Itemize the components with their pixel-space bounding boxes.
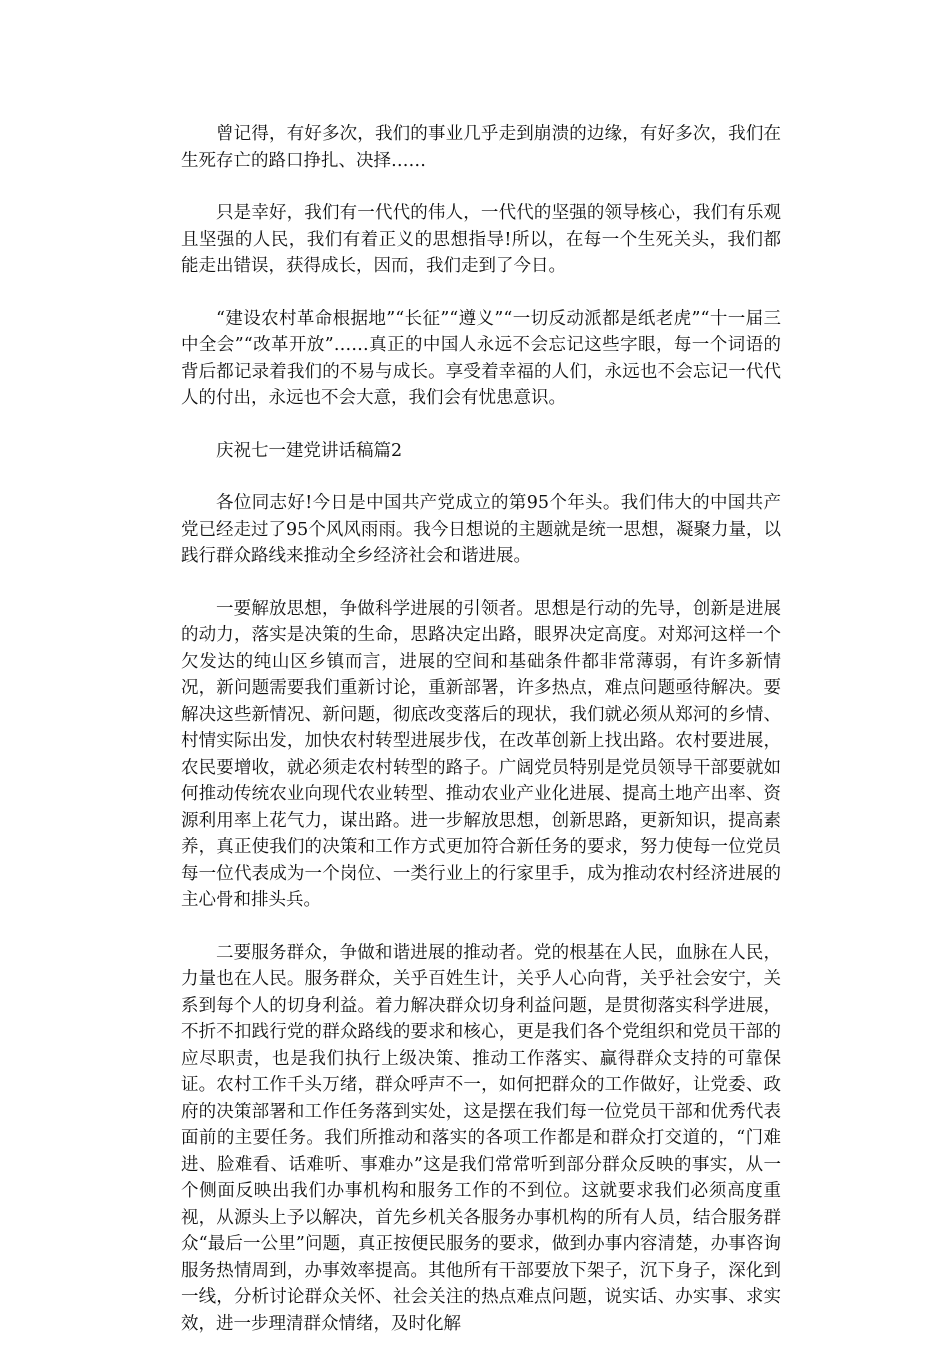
paragraph-2: 只是幸好，我们有一代代的伟人，一代代的坚强的领导核心，我们有乐观且坚强的人民，我们有着正义的思想指导!所以，在每一个生死关头，我们都能走出错误，获得成长，因而，我们走到了今日。 [181,203,781,276]
paragraph-6: 二要服务群众，争做和谐进展的推动者。党的根基在人民，血脉在人民，力量也在人民。服务群众，关乎百姓生计，关乎人心向背，关乎社会安宁，关系到每个人的切身利益。着力解决群众切身利益问题，是贯彻落实科学进展，不折不扣践行党的群众路线的要求和核心，更是我们各个党组织和党员干部的应尽职责，也是我们执行上级决策、推动工作落实、赢得群众支持的可靠保证。农村工作千头万绪，群众呼声不一，如何把群众的工作做好，让党委、政府的决策部署和工作任务落到实处，这是摆在我们每一位党员干部和优秀代表面前的主要任务。我们所推动和落实的各项工作都是和群众打交道的，“门难进、脸难看、话难听、事难办”这是我们常常听到部分群众反映的事实，从一个侧面反映出我们办事机构和服务工作的不到位。这就要求我们必须高度重视，从源头上予以解决，首先乡机关各服务办事机构的所有人员，结合服务群众“最后一公里”问题，真正按便民服务的要求，做到办事内容清楚，办事咨询服务热情周到，办事效率提高。其他所有干部要放下架子，沉下身子，深化到一线，分析讨论群众关怀、社会关注的热点难点问题，说实话、办实事、求实效，进一步理清群众情绪，及时化解 [181,942,781,1334]
document-page [181,121,781,1363]
paragraph-3: “建设农村革命根据地”“长征”“遵义”“一切反动派都是纸老虎”“十一届三中全会”“改革开放”……真正的中国人永远不会忘记这些字眼，每一个词语的背后都记录着我们的不易与成长。享受着幸福的人们，永远也不会忘记一代代人的付出，永远也不会大意，我们会有忧患意识。 [181,308,781,408]
paragraph-1: 曾记得，有好多次，我们的事业几乎走到崩溃的边缘，有好多次，我们在生死存亡的路口挣扎、决择…… [181,124,781,171]
section-heading: 庆祝七一建党讲话稿篇2 [216,440,403,461]
paragraph-4: 各位同志好!今日是中国共产党成立的第95个年头。我们伟大的中国共产党已经走过了95个风风雨雨。我今日想说的主题就是统一思想，凝聚力量，以践行群众路线来推动全乡经济社会和谐进展。 [181,493,781,566]
paragraph-5: 一要解放思想，争做科学进展的引领者。思想是行动的先导，创新是进展的动力，落实是决策的生命，思路决定出路，眼界决定高度。对郑河这样一个欠发达的纯山区乡镇而言，进展的空间和基础条件都非常薄弱，有许多新情况，新问题需要我们重新讨论，重新部署，许多热点，难点问题亟待解决。要解决这些新情况、新问题，彻底改变落后的现状，我们就必须从郑河的乡情、村情实际出发，加快农村转型进展步伐，在改革创新上找出路。农村要进展，农民要增收，就必须走农村转型的路子。广阔党员特别是党员领导干部要就如何推动传统农业向现代农业转型、推动农业产业化进展、提高土地产出率、资源利用率上花气力，谋出路。进一步解放思想，创新思路，更新知识，提高素养，真正使我们的决策和工作方式更加符合新任务的要求，努力使每一位党员每一位代表成为一个岗位、一类行业上的行家里手，成为推动农村经济进展的主心骨和排头兵。 [181,598,781,910]
